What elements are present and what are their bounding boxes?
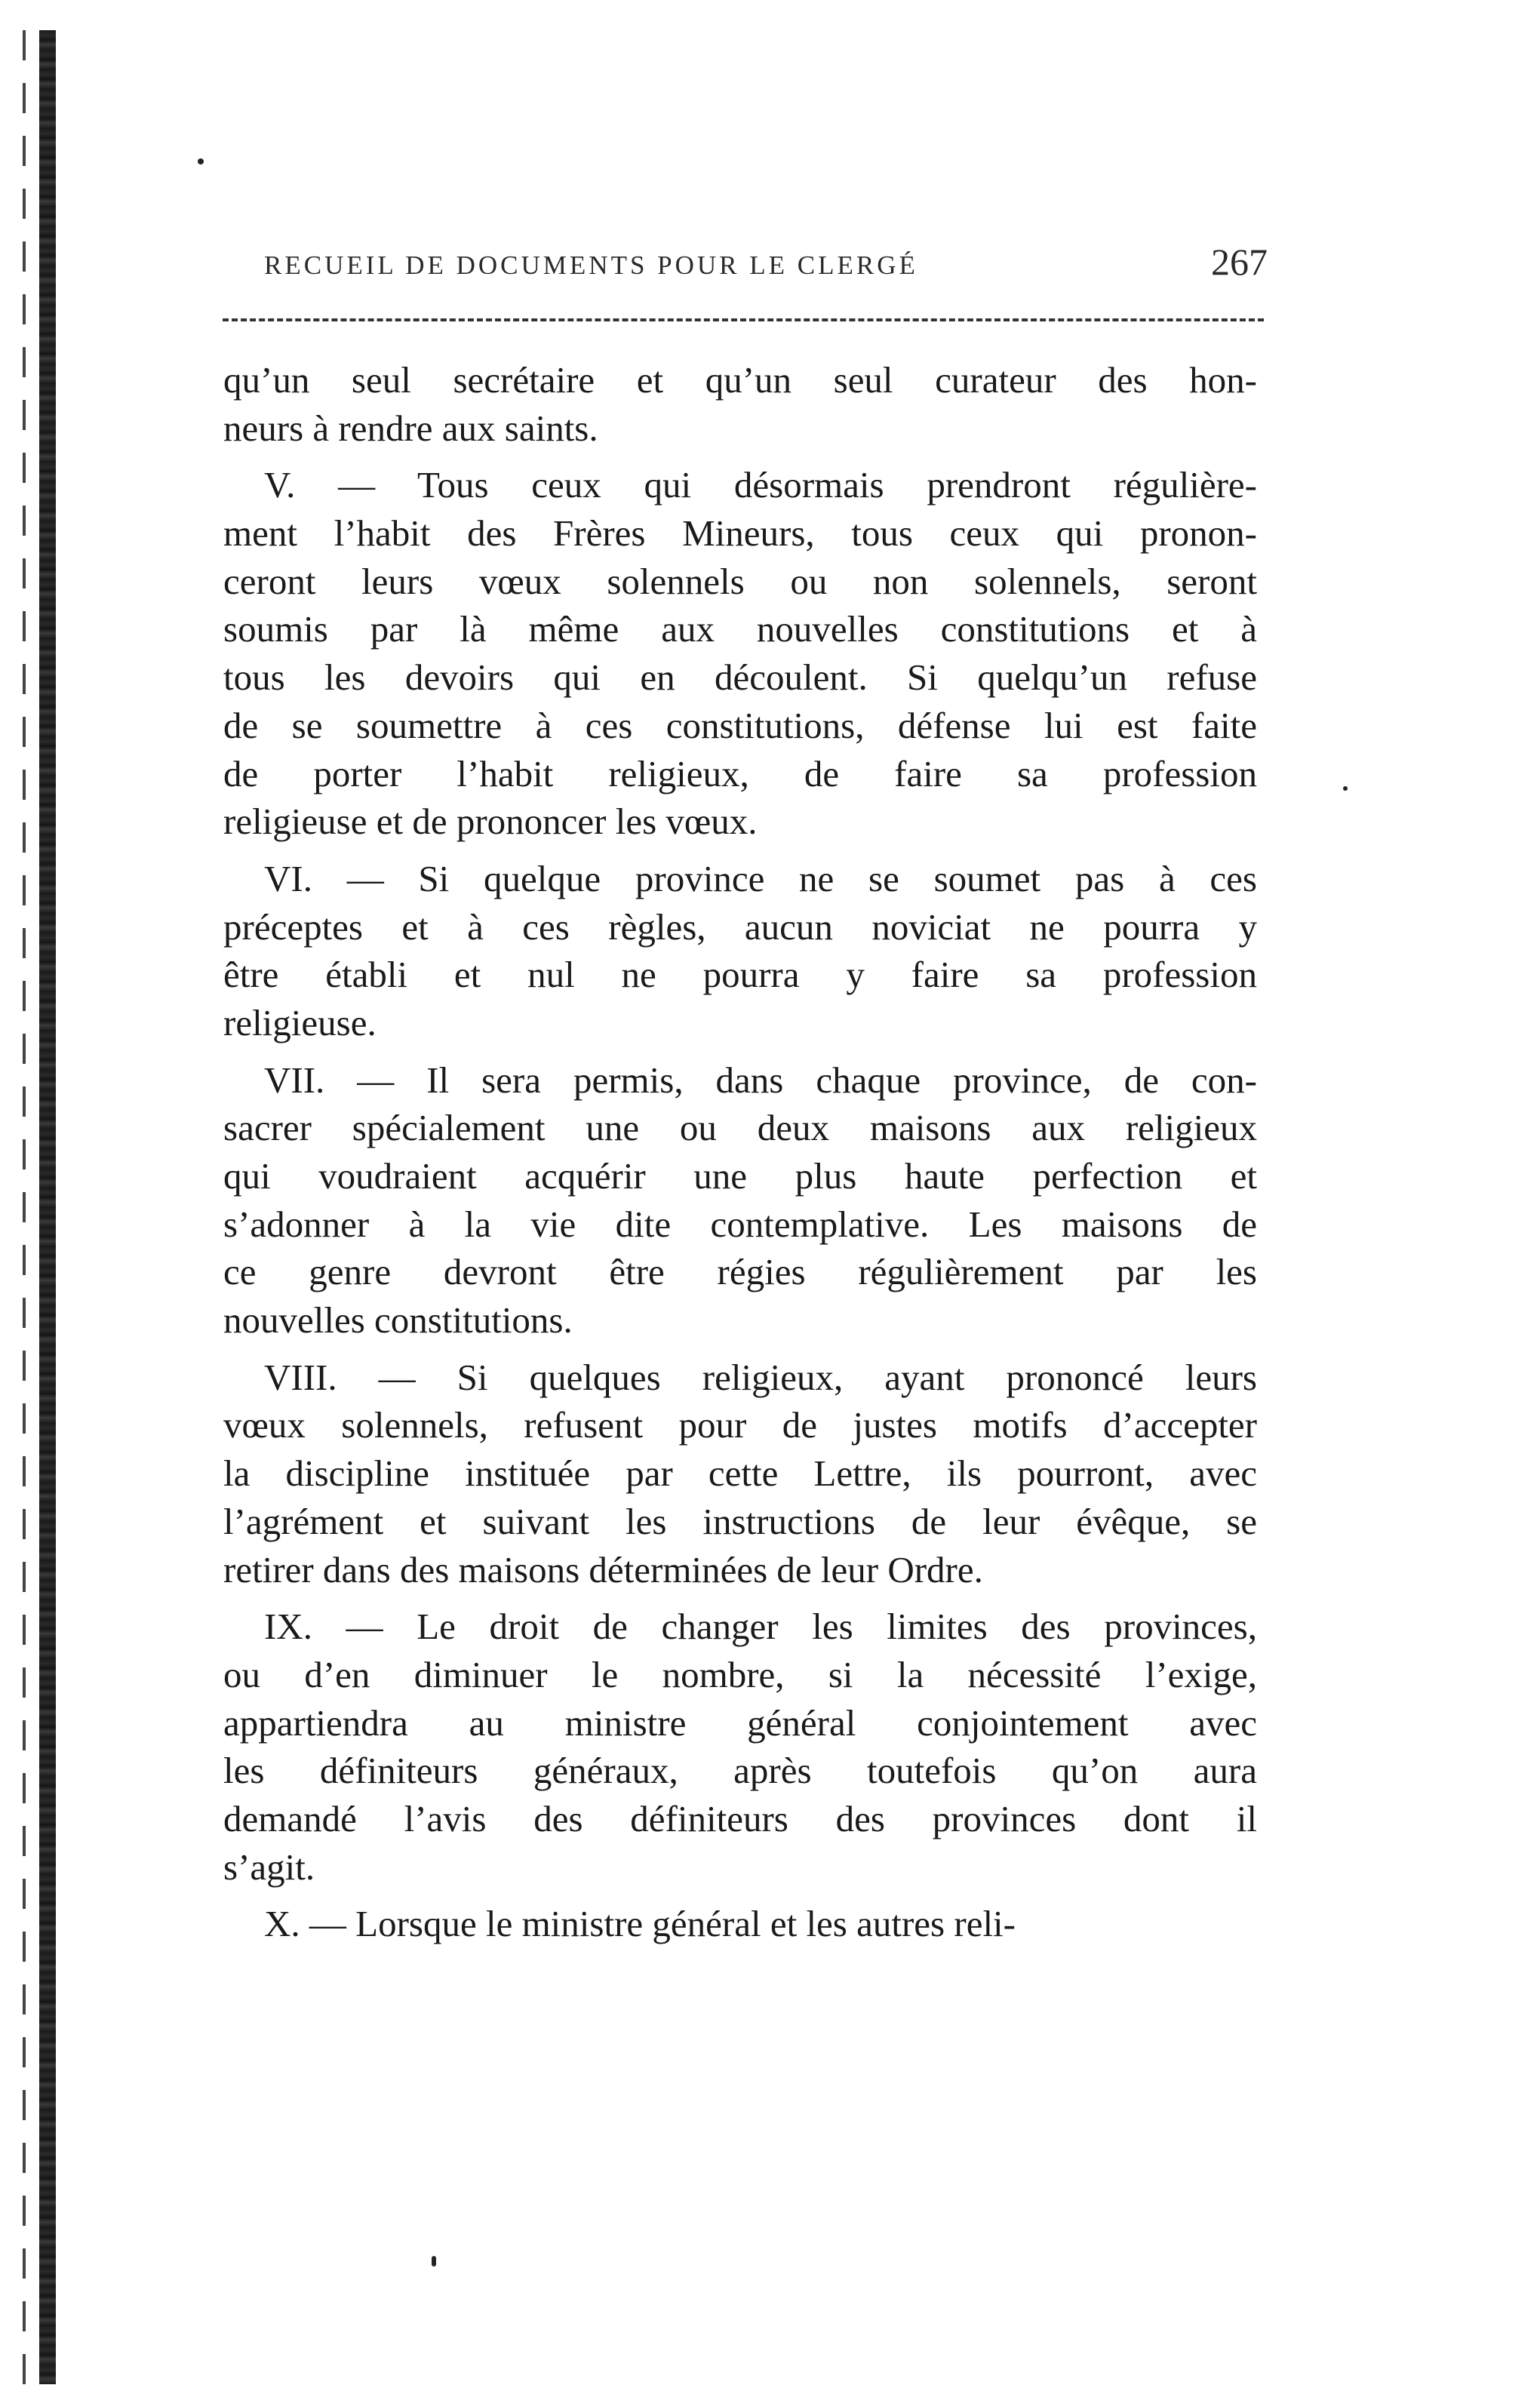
paragraph xyxy=(223,1603,1257,1891)
running-title: RECUEIL DE DOCUMENTS POUR LE CLERGÉ xyxy=(264,250,918,280)
text-line: les définiteurs généraux, après toutefois qu’on aura xyxy=(223,1750,1257,1792)
paragraph-gap xyxy=(223,1891,1257,1900)
text-line: préceptes et à ces règles, aucun noviciat ne pourra y xyxy=(223,905,1257,948)
text-line: ment l’habit des Frères Mineurs, tous ceux qui pronon- xyxy=(223,512,1257,555)
header-rule xyxy=(223,318,1264,321)
text-line: qui voudraient acquérir une plus haute perfection et xyxy=(223,1155,1257,1197)
text-line: VIII. — Si quelques religieux, ayant prononcé leurs xyxy=(264,1356,1257,1398)
text-line: religieuse et de prononcer les vœux. xyxy=(223,801,758,843)
text-line: demandé l’avis des définiteurs des provinces dont il xyxy=(223,1797,1257,1839)
text-line: V. — Tous ceux qui désormais prendront régulière- xyxy=(264,464,1257,506)
text-line: religieuse. xyxy=(223,1001,377,1043)
paragraph xyxy=(223,461,1257,846)
text-line: neurs à rendre aux saints. xyxy=(223,407,598,449)
text-line: nouvelles constitutions. xyxy=(223,1299,573,1342)
text-line: s’agit. xyxy=(223,1846,315,1888)
text-line: ce genre devront être régies régulièrement par les xyxy=(223,1251,1257,1293)
text-line: tous les devoirs qui en découlent. Si quelqu’un refuse xyxy=(223,656,1257,699)
page-number: 267 xyxy=(1211,241,1268,283)
paragraph-gap xyxy=(223,1594,1257,1603)
text-line: vœux solennels, refusent pour de justes motifs d’accepter xyxy=(223,1404,1257,1446)
text-line: la discipline instituée par cette Lettre, ils pourront, avec xyxy=(223,1452,1257,1495)
text-line: appartiendra au ministre général conjointement avec xyxy=(223,1701,1257,1744)
paragraph xyxy=(223,356,1257,452)
text-line: soumis par là même aux nouvelles constitutions et à xyxy=(223,608,1257,650)
text-line: ou d’en diminuer le nombre, si la nécessité l’exige, xyxy=(223,1653,1257,1695)
ink-speck xyxy=(198,158,204,164)
text-line: ceront leurs vœux solennels ou non solennels, seront xyxy=(223,560,1257,602)
text-line: l’agrément et suivant les instructions de leur évêque, se xyxy=(223,1500,1257,1542)
text-line: retirer dans des maisons déterminées de leur Ordre. xyxy=(223,1548,983,1590)
paragraph-gap xyxy=(223,1345,1257,1354)
binding-edge xyxy=(39,30,56,2384)
text-line: qu’un seul secrétaire et qu’un seul curateur des hon- xyxy=(223,359,1257,401)
text-line: IX. — Le droit de changer les limites des provinces, xyxy=(264,1606,1257,1648)
paragraph xyxy=(223,1900,1257,1948)
paragraph xyxy=(223,855,1257,1047)
text-line: s’adonner à la vie dite contemplative. Les maisons de xyxy=(223,1203,1257,1245)
paragraph xyxy=(223,1354,1257,1594)
paragraph-gap xyxy=(223,452,1257,461)
text-line: X. — Lorsque le ministre général et les autres reli- xyxy=(264,1903,1016,1945)
page-header xyxy=(264,240,1268,285)
paragraph-gap xyxy=(223,846,1257,855)
paragraph-gap xyxy=(223,1047,1257,1056)
binding-edge-thin xyxy=(23,30,26,2384)
text-line: sacrer spécialement une ou deux maisons aux religieux xyxy=(223,1107,1257,1149)
text-line: VII. — Il sera permis, dans chaque province, de con- xyxy=(264,1059,1257,1101)
paragraph xyxy=(223,1056,1257,1345)
ink-speck xyxy=(1343,786,1348,791)
text-line: de porter l’habit religieux, de faire sa profession xyxy=(223,752,1257,794)
text-line: être établi et nul ne pourra y faire sa profession xyxy=(223,954,1257,996)
ink-speck xyxy=(432,2256,436,2267)
body-text xyxy=(223,356,1257,1948)
text-line: VI. — Si quelque province ne se soumet pas à ces xyxy=(264,857,1257,899)
text-line: de se soumettre à ces constitutions, défense lui est faite xyxy=(223,704,1257,746)
